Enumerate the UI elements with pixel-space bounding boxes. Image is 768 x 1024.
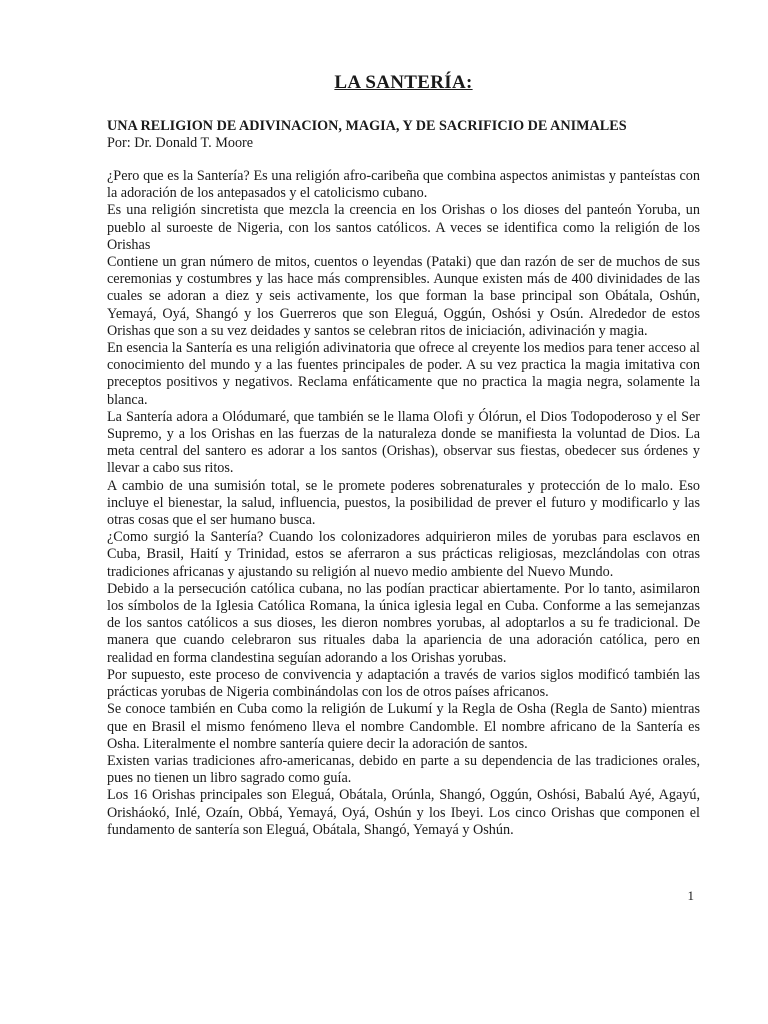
paragraph: Se conoce también en Cuba como la religión de Lukumí y la Regla de Osha (Regla de Santo) mientras que en Brasil el mismo fenómeno lleva el nombre Candomble. El nombre africano de la Santería es Osha. Literalmente el nombre santería quiere decir la adoración de santos. <box>107 701 700 752</box>
page-number: 1 <box>687 888 694 903</box>
document-title: LA SANTERÍA: <box>334 72 473 93</box>
paragraph: Debido a la persecución católica cubana, no las podían practicar abiertamente. Por lo tanto, asimilaron los símbolos de la Iglesia Católica Romana, la única iglesia legal en Cuba. Conforme a las semejanzas de los santos católicos a sus dioses, les dieron nombres yorubas, al adoptarlos a su fe tradicional. De manera que cuando celebraron sus rituales daba la apariencia de una adoración católica, pero en realidad en forma clandestina seguían adorando a los Orishas yorubas. <box>107 580 700 666</box>
paragraph: Por supuesto, este proceso de convivencia y adaptación a través de varios siglos modificó también las prácticas yorubas de Nigeria combinándolas con los de otros países africanos. <box>107 666 700 701</box>
paragraph: A cambio de una sumisión total, se le promete poderes sobrenaturales y protección de lo malo. Eso incluye el bienestar, la salud, influencia, puestos, la posibilidad de prever el futuro y modificarlo y las otras cosas que el ser humano busca. <box>107 477 700 529</box>
paragraph: Existen varias tradiciones afro-americanas, debido en parte a su dependencia de las tradiciones orales, pues no tienen un libro sagrado como guía. <box>107 752 700 787</box>
paragraph: La Santería adora a Olódumaré, que también se le llama Olofi y Ólórun, el Dios Todopoderoso y el Ser Supremo, y a los Orishas en las fuerzas de la naturaleza donde se manifiesta la voluntad de Dios. La meta central del santero es adorar a los santos (Orishas), observar sus fiestas, obedecer sus órdenes y llevar a cabo sus ritos. <box>107 408 700 477</box>
document-author: Por: Dr. Donald T. Moore <box>107 135 254 151</box>
document-subtitle: UNA RELIGION DE ADIVINACION, MAGIA, Y DE SACRIFICIO DE ANIMALES <box>107 118 627 134</box>
paragraph: Los 16 Orishas principales son Eleguá, Obátala, Orúnla, Shangó, Oggún, Oshósi, Babalú Ayé, Agayú, Orisháokó, Inlé, Ozaín, Obbá, Yemayá, Oyá, Oshún y los Ibeyi. Los cinco Orishas que componen el fundamento de santería son Eleguá, Obátala, Shangó, Yemayá y Oshún. <box>107 787 700 838</box>
paragraph: Contiene un gran número de mitos, cuentos o leyendas (Pataki) que dan razón de ser de muchos de sus ceremonias y costumbres y las hace más comprensibles. Aunque existen más de 400 divinidades de las cuales se adoran a diez y seis activamente, los que forman la base principal son Obátala, Oshún, Yemayá, Oyá, Shangó y los Guerreros que son Eleguá, Oggún, Oshósi y Osún. Alrededor de estos Orishas que son a su vez deidades y santos se celebran ritos de iniciación, adivinación y magia. <box>107 254 700 339</box>
paragraph: ¿Pero que es la Santería? Es una religión afro-caribeña que combina aspectos animistas y panteístas con la adoración de los antepasados y el catolicismo cubano. <box>107 168 700 202</box>
paragraph: En esencia la Santería es una religión adivinatoria que ofrece al creyente los medios para tener acceso al conocimiento del mundo y a las fuentes principales de poder. A su vez practica la magia imitativa con preceptos positivos y negativos. Reclama enfáticamente que no practica la magia negra, solamente la blanca. <box>107 340 700 408</box>
paragraph: Es una religión sincretista que mezcla la creencia en los Orishas o los dioses del panteón Yoruba, un pueblo al suroeste de Nigeria, con los santos católicos. A veces se identifica como la religión de los Orishas <box>107 202 700 253</box>
paragraph: ¿Como surgió la Santería? Cuando los colonizadores adquirieron miles de yorubas para esclavos en Cuba, Brasil, Haití y Trinidad, estos se aferraron a sus prácticas religiosas, mezclándolas con otras tradiciones africanas y ajustando su religión al nuevo medio ambiente del Nuevo Mundo. <box>107 529 700 580</box>
document-body <box>107 168 700 839</box>
